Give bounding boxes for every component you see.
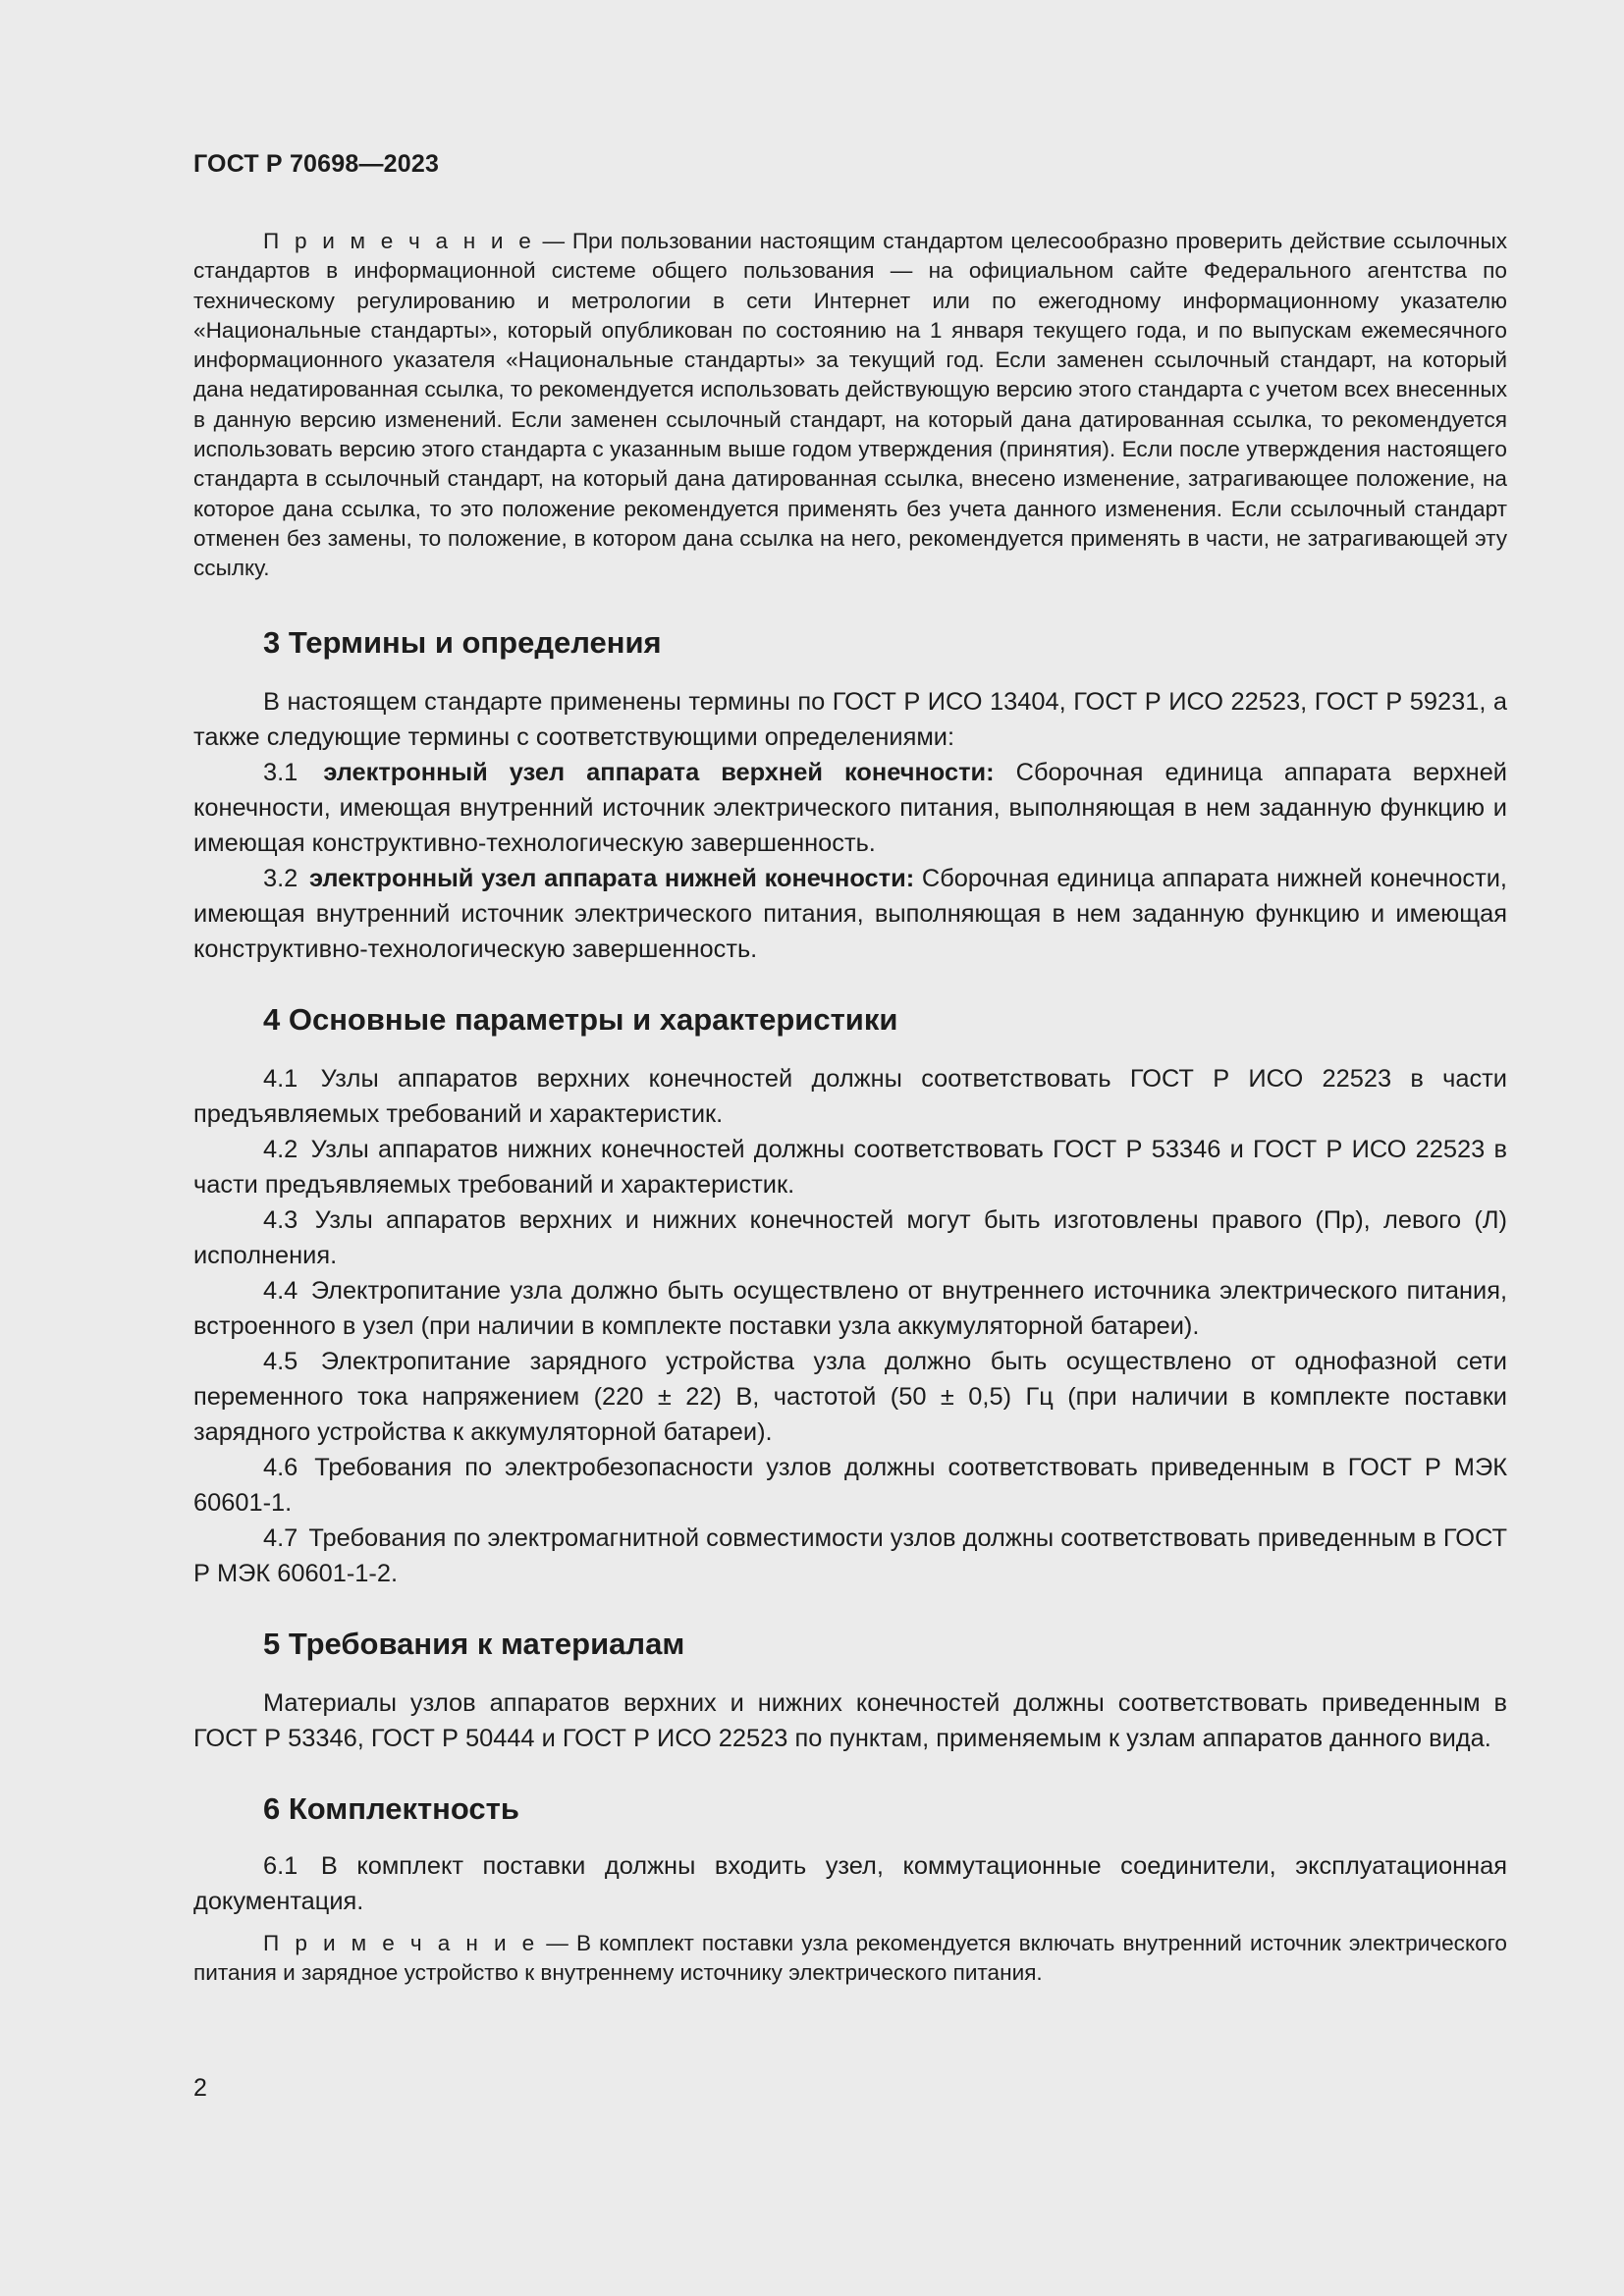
clause-number: 4.3 <box>263 1205 298 1234</box>
section-6-title: 6 Комплектность <box>263 1790 519 1826</box>
note-label: П р и м е ч а н и е <box>263 1930 539 1955</box>
term-title: электронный узел аппарата верхней конечности: <box>323 758 995 786</box>
clause-number: 4.4 <box>263 1276 298 1305</box>
term-title: электронный узел аппарата нижней конечности: <box>308 864 915 892</box>
clause-number: 6.1 <box>263 1851 298 1880</box>
clause-4-2 <box>193 1132 1507 1202</box>
clause-number: 4.1 <box>263 1064 298 1093</box>
term-3-1 <box>193 755 1507 861</box>
note-text: — При пользовании настоящим стандартом целесообразно проверить действие ссылочных стандартов в информационной системе общего пользования — на официальном сайте Федерального агентства по техническому регулированию и метрологии в сети Интернет или по ежегодному информационному указателю «Национальные стандарты», который опубликован по состоянию на 1 января текущего года, и по выпускам ежемесячного информационного указателя «Национальные стандарты» за текущий год. Если заменен ссылочный стандарт, на который дана недатированная ссылка, то рекомендуется использовать действующую версию этого стандарта с учетом всех внесенных в данную версию изменений. Если заменен ссылочный стандарт, на который дана датированная ссылка, то рекомендуется использовать версию этого стандарта с указанным выше годом утверждения (принятия). Если после утверждения настоящего стандарта в ссылочный стандарт, на который дана датированная ссылка, внесено изменение, затрагивающее положение, на которое дана ссылка, то это положение рекомендуется применять без учета данного изменения. Если ссылочный стандарт отменен без замены, то положение, в котором дана ссылка на него, рекомендуется применять в части, не затрагивающей эту ссылку. <box>193 229 1507 581</box>
term-number: 3.2 <box>263 864 298 892</box>
section-5-text: Материалы узлов аппаратов верхних и нижних конечностей должны соответствовать приведенным в ГОСТ Р 53346, ГОСТ Р 50444 и ГОСТ Р ИСО 22523 по пунктам, применяемым к узлам аппаратов данного вида. <box>193 1688 1507 1752</box>
page-number: 2 <box>193 2074 207 2102</box>
section-3-title: 3 Термины и определения <box>263 624 662 660</box>
clause-text: Узлы аппаратов нижних конечностей должны соответствовать ГОСТ Р 53346 и ГОСТ Р ИСО 22523 в части предъявляемых требований и характеристик. <box>193 1135 1508 1199</box>
completeness-note <box>193 1929 1507 1989</box>
section-3-intro: В настоящем стандарте применены термины по ГОСТ Р ИСО 13404, ГОСТ Р ИСО 22523, ГОСТ Р 59231, а также следующие термины с соответствующими определениями: <box>193 687 1507 751</box>
clause-4-1 <box>193 1061 1507 1132</box>
clause-6-1 <box>193 1848 1507 1919</box>
clause-text: Требования по электромагнитной совместимости узлов должны соответствовать приведенным в ГОСТ Р МЭК 60601-1-2. <box>193 1523 1507 1587</box>
document-page <box>193 147 1507 1988</box>
term-definition: Сборочная единица аппарата нижней конечности, имеющая внутренний источник электрического питания, выполняющая в нем заданную функцию и имеющая конструктивно-технологическую завершенность. <box>193 864 1507 963</box>
section-6-body <box>193 1848 1507 1989</box>
term-number: 3.1 <box>263 758 298 786</box>
document-header: ГОСТ Р 70698—2023 <box>193 150 440 178</box>
section-5-body <box>193 1685 1507 1756</box>
note-label: П р и м е ч а н и е <box>263 229 535 253</box>
clause-text: Узлы аппаратов верхних конечностей должны соответствовать ГОСТ Р ИСО 22523 в части предъявляемых требований и характеристик. <box>193 1064 1507 1128</box>
clause-number: 4.5 <box>263 1347 298 1375</box>
term-definition: Сборочная единица аппарата верхней конечности, имеющая внутренний источник электрического питания, выполняющая в нем заданную функцию и имеющая конструктивно-технологическую завершенность. <box>193 758 1507 857</box>
note-text: — В комплект поставки узла рекомендуется включать внутренний источник электрического питания и зарядное устройство к внутреннему источнику электрического питания. <box>193 1930 1507 1985</box>
clause-number: 4.6 <box>263 1453 298 1481</box>
reference-note <box>193 227 1507 584</box>
clause-number: 4.2 <box>263 1135 298 1163</box>
clause-text: Электропитание узла должно быть осуществлено от внутреннего источника электрического питания, встроенного в узел (при наличии в комплекте поставки узла аккумуляторной батареи). <box>193 1276 1507 1340</box>
clause-4-5 <box>193 1344 1507 1450</box>
clause-text: Требования по электробезопасности узлов должны соответствовать приведенным в ГОСТ Р МЭК 60601-1. <box>193 1453 1507 1517</box>
section-5-title: 5 Требования к материалам <box>263 1626 685 1661</box>
clause-4-7 <box>193 1521 1507 1591</box>
section-4-title: 4 Основные параметры и характеристики <box>263 1001 898 1037</box>
clause-text: В комплект поставки должны входить узел, коммутационные соединители, эксплуатационная документация. <box>193 1851 1508 1915</box>
clause-4-6 <box>193 1450 1507 1521</box>
clause-number: 4.7 <box>263 1523 298 1552</box>
term-3-2 <box>193 861 1507 967</box>
clause-4-3 <box>193 1202 1507 1273</box>
clause-text: Электропитание зарядного устройства узла должно быть осуществлено от однофазной сети переменного тока напряжением (220 ± 22) В, частотой (50 ± 0,5) Гц (при наличии в комплекте поставки зарядного устройства к аккумуляторной батареи). <box>193 1347 1507 1446</box>
clause-text: Узлы аппаратов верхних и нижних конечностей могут быть изготовлены правого (Пр), левого (Л) исполнения. <box>193 1205 1507 1269</box>
clause-4-4 <box>193 1273 1507 1344</box>
section-3-body <box>193 684 1507 967</box>
section-4-body <box>193 1061 1507 1591</box>
